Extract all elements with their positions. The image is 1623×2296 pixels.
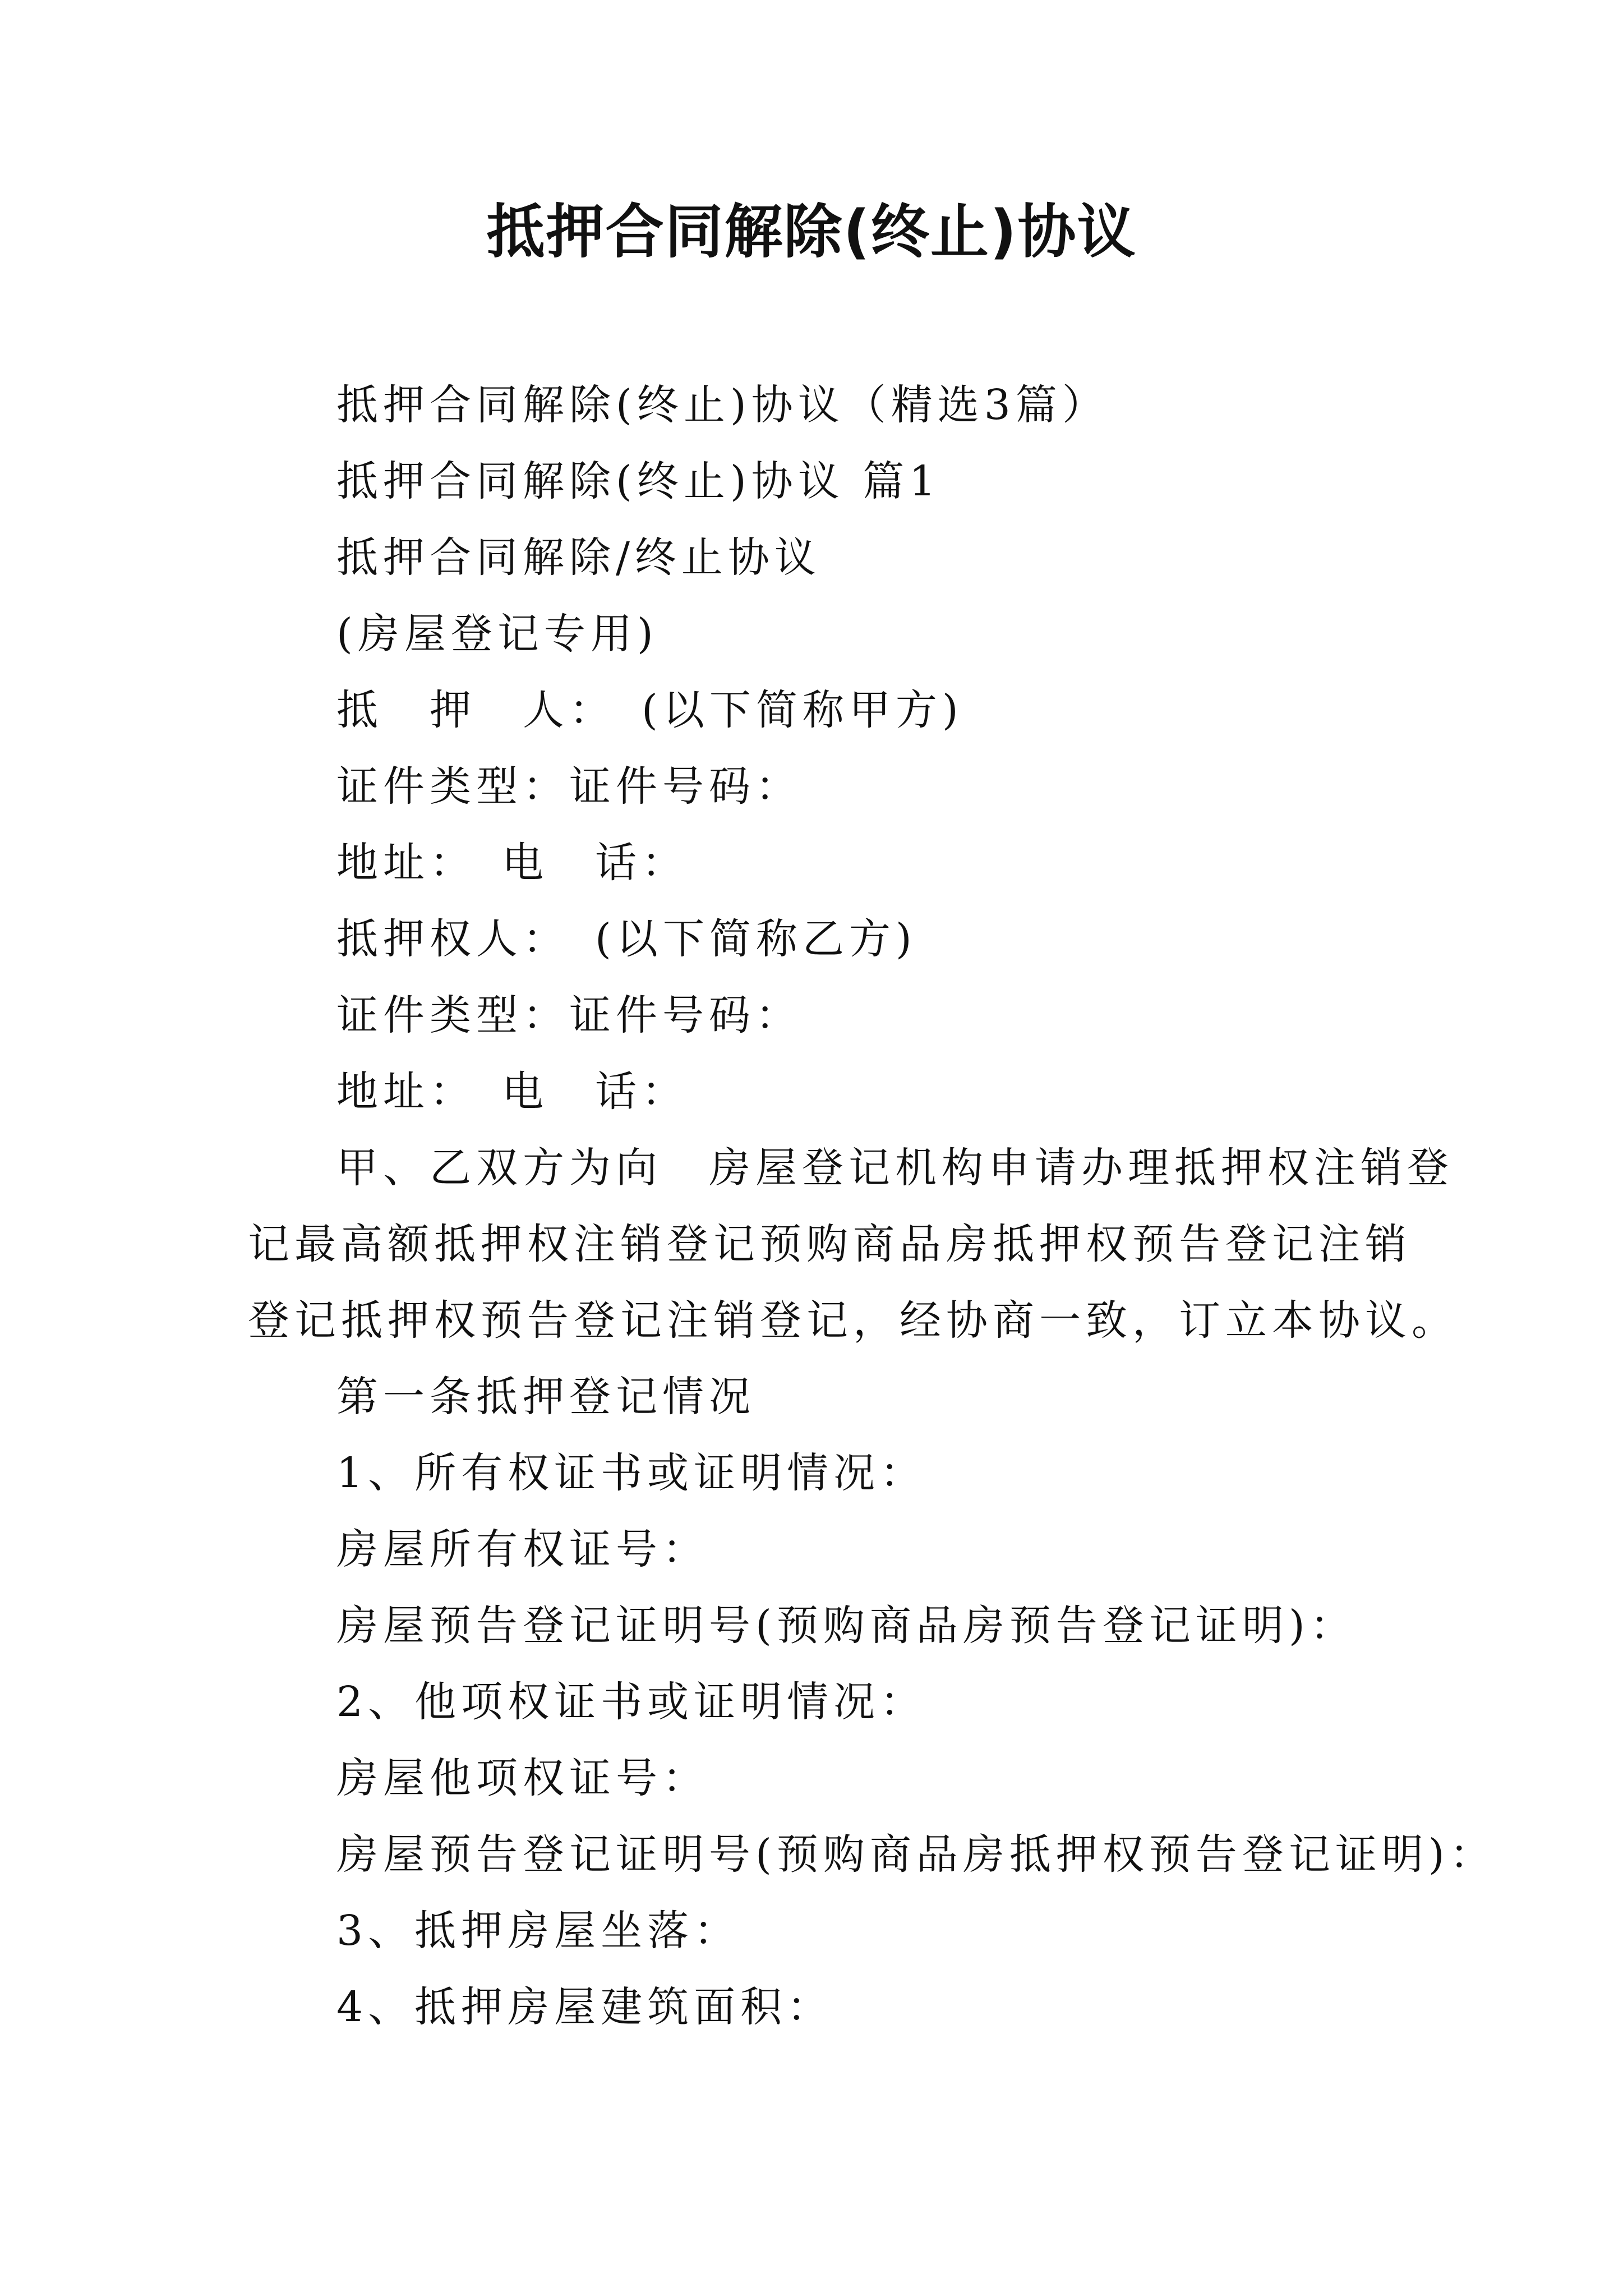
paragraph-line: 2、他项权证书或证明情况： xyxy=(336,1678,927,1726)
document-title: 抵押合同解除(终止)协议 xyxy=(486,197,1137,266)
paragraph-line: 记最高额抵押权注销登记预购商品房抵押权预告登记注销 xyxy=(248,1220,1412,1268)
paragraph-line: 1、所有权证书或证明情况： xyxy=(336,1449,927,1497)
paragraph-line: 抵押合同解除(终止)协议（精选3篇） xyxy=(336,381,1109,429)
paragraph-line: 登记抵押权预告登记注销登记，经协商一致，订立本协议。 xyxy=(248,1296,1458,1345)
paragraph-line: 地址： 电 话： xyxy=(336,1068,688,1116)
paragraph-line: 证件类型：证件号码： xyxy=(336,991,802,1039)
paragraph-line: 地址： 电 话： xyxy=(336,839,688,887)
paragraph-line: 房屋预告登记证明号(预购商品房预告登记证明)： xyxy=(336,1602,1357,1650)
paragraph-line: 3、抵押房屋坐落： xyxy=(336,1907,741,1955)
paragraph-line: (房屋登记专用) xyxy=(336,610,658,658)
paragraph-line: 房屋他项权证号： xyxy=(336,1754,709,1802)
paragraph-line: 房屋所有权证号： xyxy=(336,1525,709,1573)
paragraph-line: 4、抵押房屋建筑面积： xyxy=(336,1983,834,2031)
paragraph-line: 甲、乙双方为向 房屋登记机构申请办理抵押权注销登 xyxy=(336,1144,1454,1192)
paragraph-line: 抵押合同解除/终止协议 xyxy=(336,533,821,582)
paragraph-line: 抵 押 人： (以下简称甲方) xyxy=(336,686,963,734)
paragraph-line: 抵押权人： (以下简称乙方) xyxy=(336,915,917,963)
section-heading: 第一条抵押登记情况 xyxy=(336,1373,755,1421)
paragraph-line: 房屋预告登记证明号(预购商品房抵押权预告登记证明)： xyxy=(336,1830,1496,1879)
paragraph-line: 证件类型：证件号码： xyxy=(336,762,802,811)
paragraph-line: 抵押合同解除(终止)协议 篇1 xyxy=(336,457,941,505)
